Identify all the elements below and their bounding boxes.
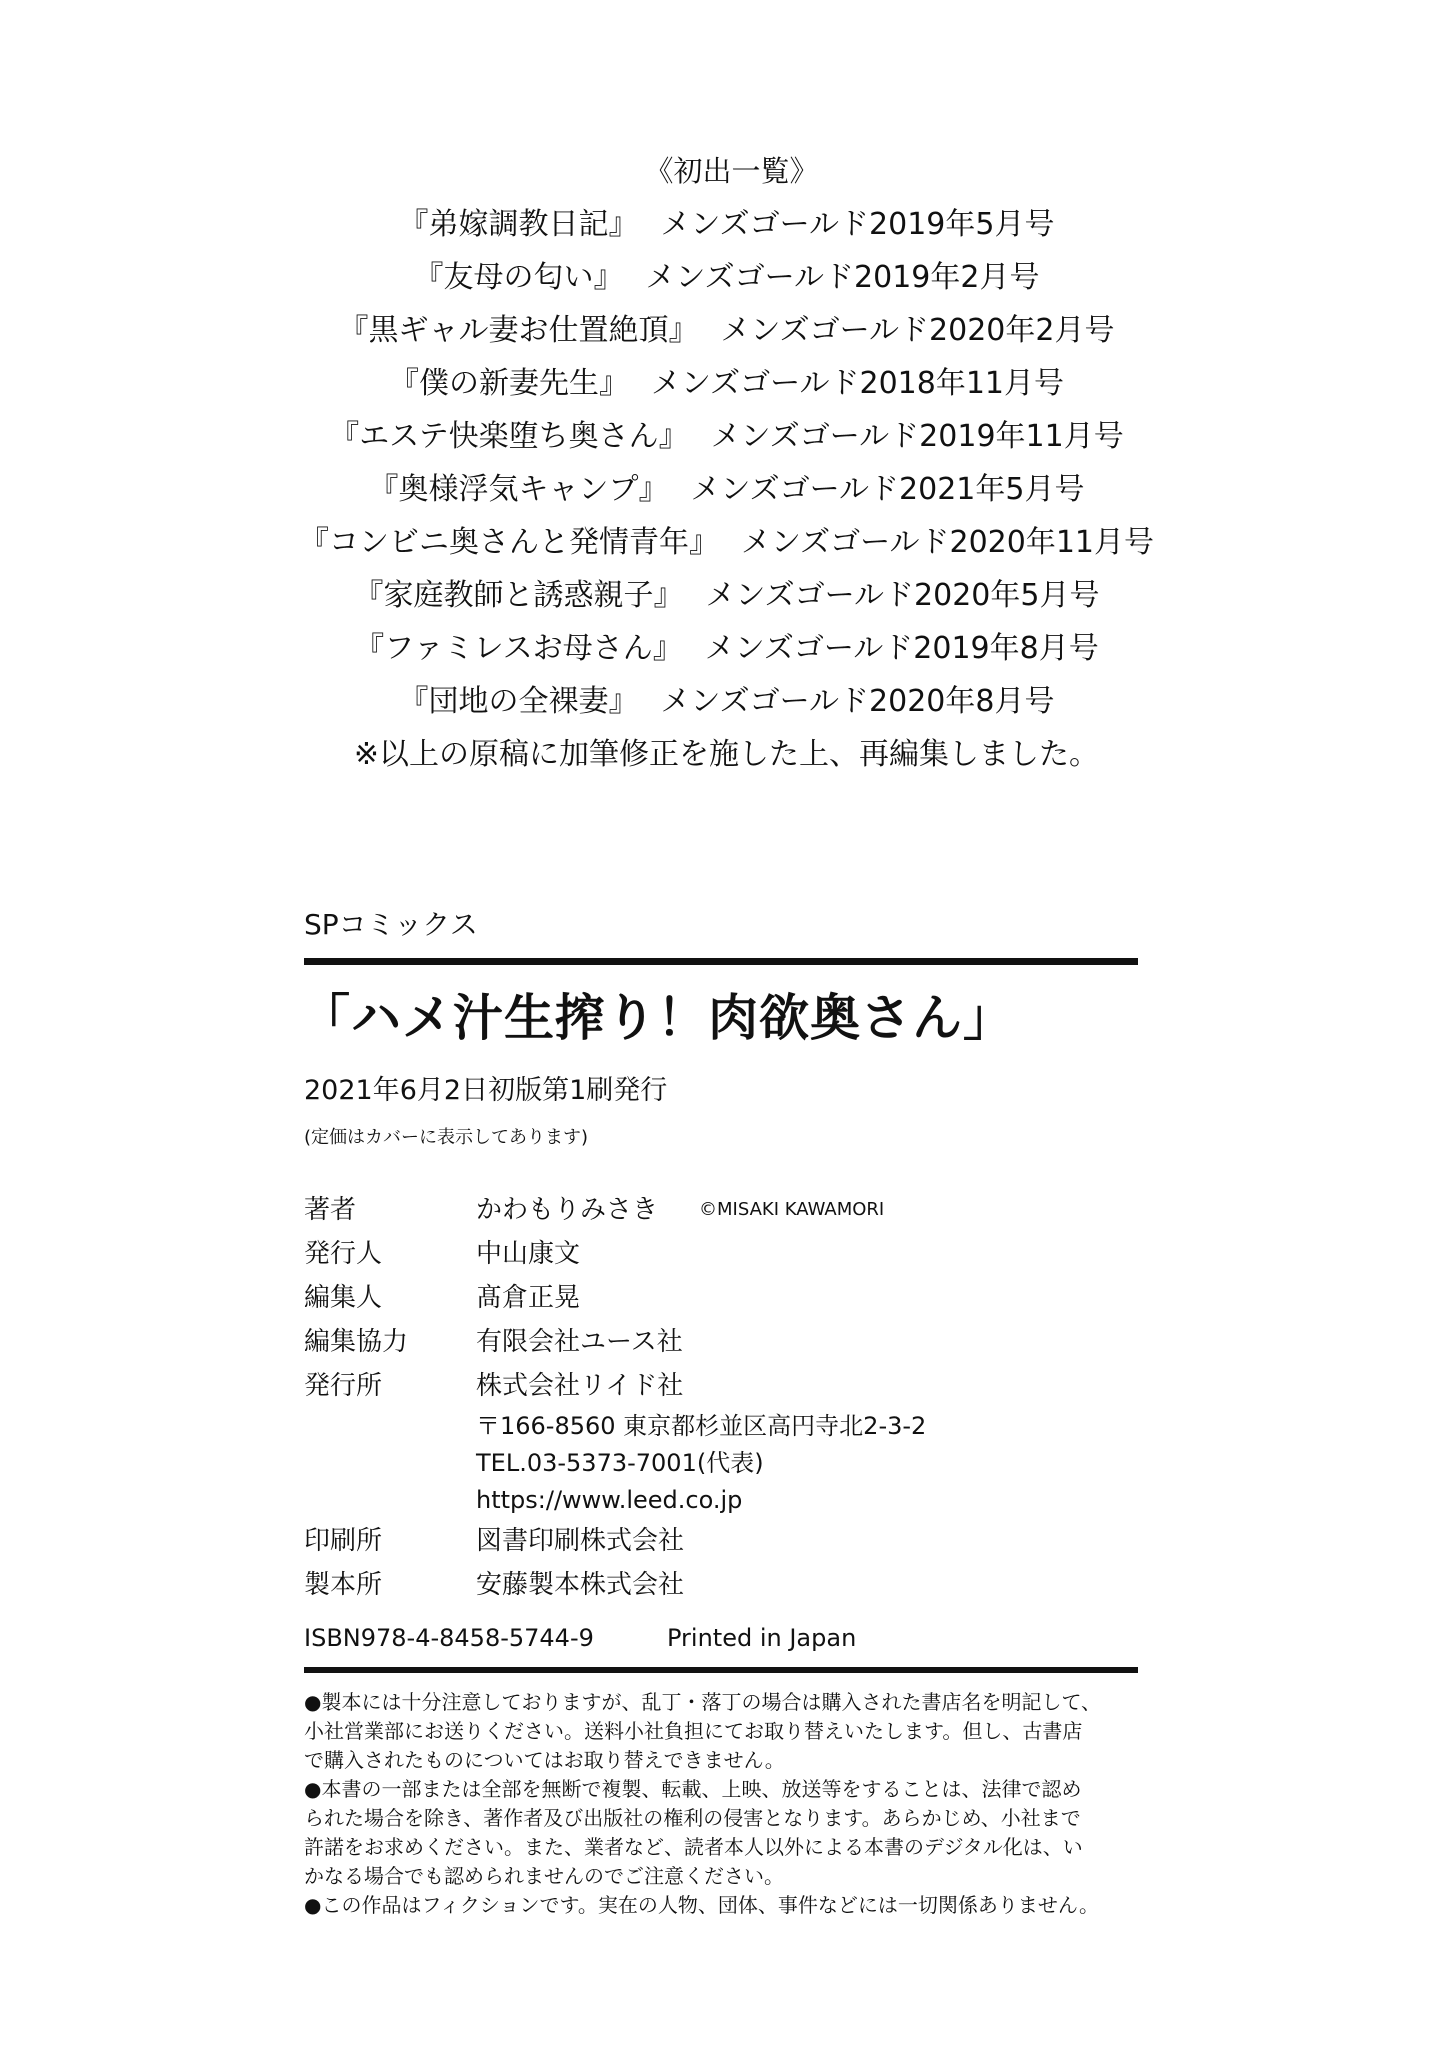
series-label: SPコミックス: [304, 908, 478, 941]
notice-line: で購入されたものについてはお取り替えできません。: [304, 1748, 785, 1772]
first-appearance-list: [0, 145, 1453, 781]
story-title: 『黒ギャル妻お仕置絶頂』: [338, 313, 699, 348]
credit-key: 印刷所: [304, 1526, 383, 1556]
price-note: (定価はカバーに表示してあります): [304, 1127, 589, 1148]
publisher-url: https://www.leed.co.jp: [476, 1486, 743, 1514]
edition-date: 2021年6月2日初版第1刷発行: [304, 1075, 668, 1106]
credit-row-editor: [304, 1276, 1164, 1320]
credit-key: 編集協力: [304, 1327, 409, 1357]
publisher-address-row: [304, 1408, 1164, 1445]
credit-value: 株式会社リイド社: [476, 1371, 684, 1401]
isbn: ISBN978-4-8458-5744-9: [304, 1624, 594, 1652]
magazine-issue: メンズゴールド2019年2月号: [645, 260, 1040, 295]
credit-key: 製本所: [304, 1570, 383, 1600]
publisher-address: 〒166-8560 東京都杉並区高円寺北2-3-2: [476, 1412, 927, 1440]
notice-line: ●本書の一部または全部を無断で複製、転載、上映、放送等をすることは、法律で認め: [304, 1777, 1082, 1801]
notice-line: られた場合を除き、著作者及び出版社の権利の侵害となります。あらかじめ、小社まで: [304, 1806, 1081, 1830]
credit-row-editorial-cooperation: [304, 1320, 1164, 1364]
notice-line: 許諾をお求めください。また、業者など、読者本人以外による本書のデジタル化は、い: [304, 1835, 1083, 1859]
credit-row-author: [304, 1188, 1164, 1232]
credit-row-publisher-person: [304, 1232, 1164, 1276]
credits-table: [304, 1188, 1164, 1607]
bottom-rule: [304, 1667, 1138, 1673]
magazine-issue: メンズゴールド2020年8月号: [660, 684, 1055, 719]
publisher-tel: TEL.03-5373-7001(代表): [476, 1449, 764, 1477]
credit-value: 図書印刷株式会社: [476, 1526, 685, 1556]
appearance-item: [0, 198, 1453, 251]
credit-row-printer: [304, 1519, 1164, 1563]
legal-notices: [304, 1688, 1164, 1920]
story-title: 『友母の匂い』: [413, 260, 624, 295]
credit-key: 発行所: [304, 1371, 383, 1401]
first-appearance-heading: 《初出一覧》: [644, 154, 819, 188]
magazine-issue: メンズゴールド2020年5月号: [705, 578, 1100, 613]
magazine-issue: メンズゴールド2020年11月号: [740, 525, 1155, 560]
appearance-item: [0, 410, 1453, 463]
publisher-tel-row: [304, 1445, 1164, 1482]
appearance-item: [0, 675, 1453, 728]
credit-key: 発行人: [304, 1239, 383, 1269]
credit-key: 編集人: [304, 1283, 383, 1313]
magazine-issue: メンズゴールド2019年8月号: [704, 631, 1099, 666]
story-title: 『団地の全裸妻』: [398, 684, 639, 719]
magazine-issue: メンズゴールド2018年11月号: [650, 366, 1065, 401]
printed-in: Printed in Japan: [667, 1624, 857, 1652]
magazine-issue: メンズゴールド2019年11月号: [710, 419, 1124, 454]
notice-line: 小社営業部にお送りください。送料小社負担にてお取り替えいたします。但し、古書店: [304, 1719, 1083, 1743]
magazine-issue: メンズゴールド2019年5月号: [660, 207, 1055, 242]
credit-value: 中山康文: [476, 1239, 581, 1269]
credit-row-binder: [304, 1563, 1164, 1607]
magazine-issue: メンズゴールド2021年5月号: [690, 472, 1085, 507]
story-title: 『エステ快楽堕ち奥さん』: [329, 419, 689, 454]
copyright-notice: ©MISAKI KAWAMORI: [699, 1199, 885, 1220]
credit-key: 著者: [304, 1195, 357, 1225]
story-title: 『弟嫁調教日記』: [398, 207, 639, 242]
notice-line: ●製本には十分注意しておりますが、乱丁・落丁の場合は購入された書店名を明記して、: [304, 1690, 1102, 1714]
publisher-url-row: [304, 1482, 1164, 1519]
story-title: 『家庭教師と誘惑親子』: [353, 578, 684, 613]
credit-value: 有限会社ユース社: [476, 1327, 683, 1357]
revision-note: ※以上の原稿に加筆修正を施した上、再編集しました。: [353, 737, 1100, 772]
notice-line: かなる場合でも認められませんのでご注意ください。: [304, 1864, 784, 1888]
story-title: 『奥様浮気キャンプ』: [368, 472, 669, 507]
appearance-item: [0, 463, 1453, 516]
appearance-item: [0, 357, 1453, 410]
author-name: かわもりみさき: [476, 1195, 659, 1225]
appearance-item: [0, 569, 1453, 622]
top-rule: [304, 958, 1138, 965]
story-title: 『ファミレスお母さん』: [354, 631, 683, 666]
appearance-item: [0, 304, 1453, 357]
credit-value: 安藤製本株式会社: [476, 1570, 685, 1600]
story-title: 『コンビニ奥さんと発情青年』: [298, 525, 719, 560]
appearance-item: [0, 622, 1453, 675]
credit-row-publisher: [304, 1364, 1164, 1408]
appearance-item: [0, 516, 1453, 569]
book-title: 「ハメ汁生搾り！肉欲奥さん」: [300, 989, 1014, 1047]
notice-line: ●この作品はフィクションです。実在の人物、団体、事件などには一切関係ありません。: [304, 1893, 1100, 1917]
credit-value: 髙倉正晃: [476, 1283, 581, 1313]
magazine-issue: メンズゴールド2020年2月号: [720, 313, 1115, 348]
appearance-item: [0, 251, 1453, 304]
isbn-line: [304, 1619, 857, 1657]
story-title: 『僕の新妻先生』: [388, 366, 629, 401]
